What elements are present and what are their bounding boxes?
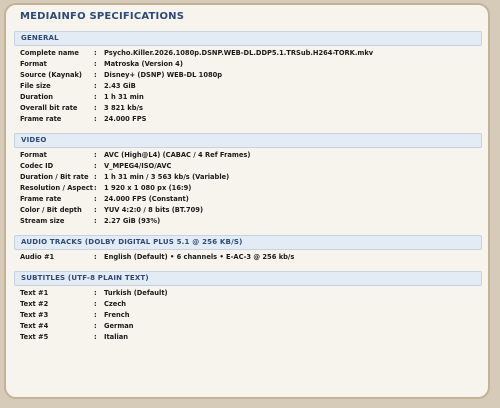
spec-label: Duration / Bit rate [20,173,89,181]
section-header-subtitles [14,271,482,286]
spec-label: Resolution / Aspect [20,184,93,192]
spec-value: 24.000 FPS (Constant) [104,195,189,203]
spec-separator: : [94,289,97,297]
spec-separator: : [94,184,97,192]
spec-separator: : [94,253,97,261]
spec-value: AVC (High@L4) (CABAC / 4 Ref Frames) [104,151,251,159]
spec-label: Complete name [20,49,79,57]
spec-separator: : [94,60,97,68]
spec-value: Disney+ (DSNP) WEB-DL 1080p [104,71,223,79]
spec-value: YUV 4:2:0 / 8 bits (BT.709) [104,206,204,214]
section-header-audio [14,235,482,250]
spec-label: Source (Kaynak) [20,71,82,79]
page-title: MEDIAINFO SPECIFICATIONS [20,11,185,22]
spec-label: Color / Bit depth [20,206,82,214]
section-title-video: VIDEO [21,136,47,144]
spec-value: Italian [104,333,129,341]
section-title-general: GENERAL [21,34,59,42]
spec-value: 1 920 x 1 080 px (16:9) [104,184,192,192]
spec-label: Codec ID [20,162,54,170]
spec-label: File size [20,82,51,90]
spec-separator: : [94,311,97,319]
spec-value: 1 h 31 min [104,93,144,101]
spec-separator: : [94,104,97,112]
spec-label: Text #5 [20,333,49,341]
spec-label: Format [20,60,47,68]
section-header-video [14,133,482,148]
spec-separator: : [94,173,97,181]
spec-label: Frame rate [20,195,62,203]
spec-separator: : [94,217,97,225]
spec-label: Stream size [20,217,65,225]
spec-separator: : [94,115,97,123]
spec-value: V_MPEG4/ISO/AVC [104,162,172,170]
spec-label: Text #2 [20,300,49,308]
spec-separator: : [94,162,97,170]
spec-value: 1 h 31 min / 3 563 kb/s (Variable) [104,173,230,181]
spec-label: Text #4 [20,322,49,330]
spec-label: Format [20,151,47,159]
spec-separator: : [94,206,97,214]
spec-label: Audio #1 [20,253,55,261]
spec-value: Matroska (Version 4) [104,60,183,68]
spec-label: Duration [20,93,53,101]
spec-value: 24.000 FPS [104,115,147,123]
spec-value: English (Default) • 6 channels • E-AC-3 @ 256 kb/s [104,253,295,261]
section-title-audio: AUDIO TRACKS (DOLBY DIGITAL PLUS 5.1 @ 256 KB/S) [21,238,243,246]
spec-label: Text #3 [20,311,49,319]
mediainfo-panel [4,3,490,399]
spec-value: 2.43 GiB [104,82,136,90]
spec-separator: : [94,195,97,203]
spec-value: German [104,322,134,330]
spec-separator: : [94,49,97,57]
section-title-subtitles: SUBTITLES (UTF-8 PLAIN TEXT) [21,274,149,282]
spec-value: Turkish (Default) [104,289,168,297]
spec-value: Psycho.Killer.2026.1080p.DSNP.WEB-DL.DDP5.1.TRSub.H264-TORK.mkv [104,49,374,57]
spec-separator: : [94,93,97,101]
section-header-general [14,31,482,46]
spec-separator: : [94,71,97,79]
spec-value: 3 821 kb/s [104,104,143,112]
spec-value: French [104,311,130,319]
spec-separator: : [94,151,97,159]
spec-label: Text #1 [20,289,49,297]
spec-value: Czech [104,300,127,308]
spec-separator: : [94,322,97,330]
spec-label: Overall bit rate [20,104,78,112]
spec-value: 2.27 GiB (93%) [104,217,161,225]
spec-label: Frame rate [20,115,62,123]
spec-separator: : [94,300,97,308]
spec-separator: : [94,82,97,90]
spec-separator: : [94,333,97,341]
